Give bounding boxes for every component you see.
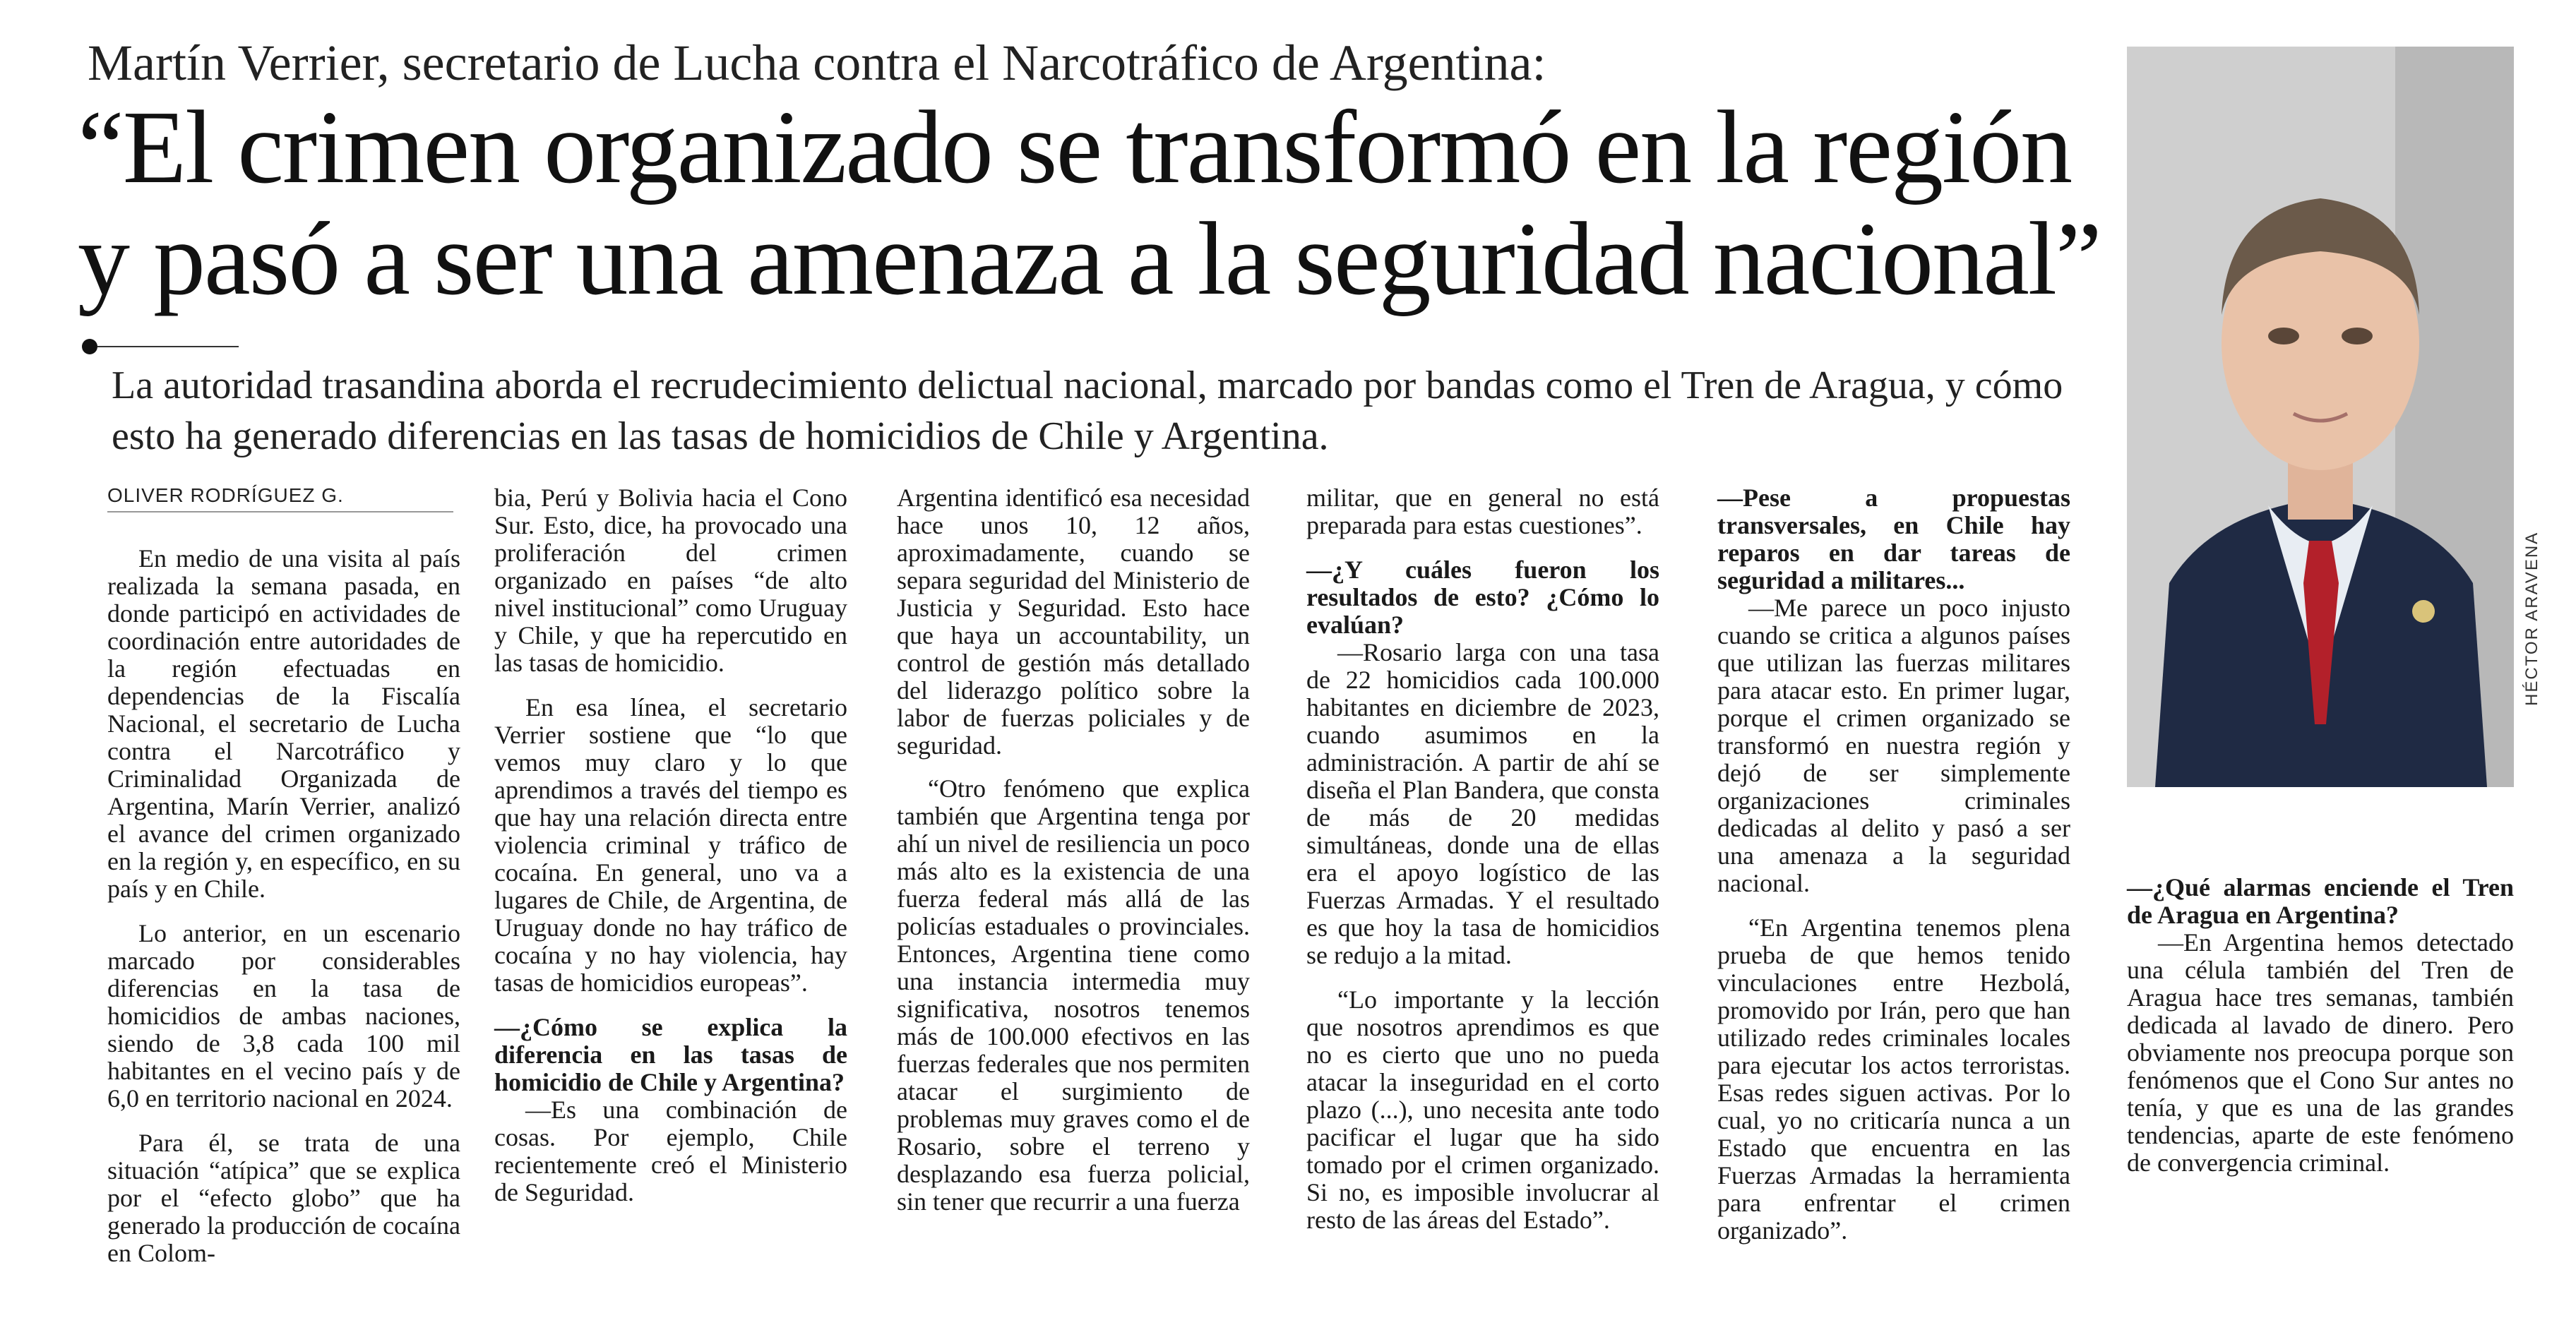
column-1 — [107, 545, 460, 1284]
section-dot — [82, 339, 97, 354]
paragraph: “Otro fenómeno que explica también que Argentina tenga por ahí un nivel de resiliencia un poco más alto es la existencia de una fuerza federal más allá de las policías estaduales o provinciales. Entonces, Argentina tiene como una instancia intermedia muy significativa, nosotros tenemos más de 100.000 efectivos en las fuerzas federales que nos permiten atacar el surgimiento de problemas muy graves como el de Rosario, sobre el terreno y desplazando esa fuerza policial, sin tener que recurrir a una fuerza — [897, 774, 1250, 1216]
column-4 — [1306, 484, 1659, 1251]
column-3 — [897, 484, 1250, 1233]
paragraph: —Me parece un poco injusto cuando se critica a algunos países que utilizan las fuerzas militares para atacar esto. En primer lugar, porque el crimen organizado se transformó en nuestra región y dejó de ser simplemente organizaciones criminales dedicadas al delito y pasó a ser una amenaza a la seguridad nacional. — [1717, 594, 2070, 897]
interview-question: —Pese a propuestas transversales, en Chile hay reparos en dar tareas de seguridad a militares... — [1717, 484, 2070, 594]
portrait-photo — [2127, 47, 2514, 787]
byline-rule — [107, 511, 453, 512]
paragraph: bia, Perú y Bolivia hacia el Cono Sur. Esto, dice, ha provocado una proliferación del crimen organizado en países “de alto nivel institucional” como Uruguay y Chile, y que ha repercutido en las tasas de homicidio. — [494, 484, 847, 677]
paragraph: Para él, se trata de una situación “atípica” que se explica por el “efecto globo” que ha generado la producción de cocaína en Colom- — [107, 1129, 460, 1267]
headline-line-1: “El crimen organizado se transformó en la región — [78, 90, 2072, 205]
column-5 — [1717, 484, 2070, 1261]
paragraph: “En Argentina tenemos plena prueba de que hemos tenido vinculaciones entre Hezbolá, promovido por Irán, pero que han utilizado redes criminales locales para ejecutar los actos terroristas. Esas redes siguen activas. Por lo cual, yo no criticaría nunca a un Estado que encuentra en las Fuerzas Armadas la herramienta para enfrentar el crimen organizado”. — [1717, 913, 2070, 1245]
deck: La autoridad trasandina aborda el recrudecimiento delictual nacional, marcado por bandas como el Tren de Aragua, y cómo esto ha generado diferencias en las tasas de homicidios de Chile y Argentina. — [112, 364, 2063, 458]
section-rule — [97, 346, 239, 347]
paragraph: Argentina identificó esa necesidad hace unos 10, 12 años, aproximadamente, cuando se separa seguridad del Ministerio de Justicia y Seguridad. Esto hace que haya un accountability, un control de gestión más detallado del liderazgo político sobre la labor de fuerzas policiales y de seguridad. — [897, 484, 1250, 760]
byline: OLIVER RODRÍGUEZ G. — [107, 484, 344, 506]
paragraph: —Rosario larga con una tasa de 22 homicidios cada 100.000 habitantes en diciembre de 2023, cuando asumimos en la administración. A partir de ahí se diseña el Plan Bandera, que consta de más de 20 medidas simultáneas, donde una de ellas era el apoyo logístico de las Fuerzas Armadas. Y el resultado es que hoy la tasa de homicidios se redujo a la mitad. — [1306, 638, 1659, 969]
paragraph: Lo anterior, en un escenario marcado por considerables diferencias en la tasa de homicidios de ambas naciones, siendo de 3,8 cada 100 mil habitantes en el vecino país y de 6,0 en territorio nacional en 2024. — [107, 919, 460, 1113]
paragraph: En esa línea, el secretario Verrier sostiene que “lo que vemos muy claro y lo que aprendimos a través del tiempo es que hay una relación directa entre violencia criminal y tráfico de cocaína. En general, uno va a lugares de Chile, de Argentina, de Uruguay donde no hay tráfico de cocaína y no hay violencia, hay tasas de homicidios europeas”. — [494, 693, 847, 997]
headline — [78, 92, 2125, 315]
portrait-illustration — [2127, 47, 2514, 787]
paragraph: En medio de una visita al país realizada la semana pasada, en donde participó en actividades de coordinación entre autoridades de la región efectuadas en dependencias de la Fiscalía Nacional, el secretario de Lucha contra el Narcotráfico y Criminalidad Organizada de Argentina, Marín Verrier, analizó el avance del crimen organizado en la región y, en específico, en su país y en Chile. — [107, 544, 460, 903]
headline-line-2: y pasó a ser una amenaza a la seguridad nacional” — [78, 201, 2101, 317]
column-2 — [494, 484, 847, 1223]
interview-question: —¿Y cuáles fueron los resultados de esto? ¿Cómo lo evalúan? — [1306, 556, 1659, 639]
photo-credit: HÉCTOR ARAVENA — [2522, 531, 2541, 706]
paragraph: —Es una combinación de cosas. Por ejemplo, Chile recientemente creó el Ministerio de Seguridad. — [494, 1096, 847, 1206]
paragraph: —En Argentina hemos detectado una célula también del Tren de Aragua hace tres semanas, también dedicada al lavado de dinero. Pero obviamente nos preocupa porque son fenómenos que el Cono Sur antes no tenía, y que es una de las grandes tendencias, aparte de este fenómeno de convergencia criminal. — [2127, 928, 2514, 1177]
paragraph: “Lo importante y la lección que nosotros aprendimos es que no es cierto que uno no pueda atacar la inseguridad en el corto plazo (...), uno necesita ante todo pacificar el lugar que ha sido tomado por el crimen organizado. Si no, es imposible involucrar al resto de las áreas del Estado”. — [1306, 985, 1659, 1234]
column-6 — [2127, 874, 2514, 1194]
interview-question: —¿Cómo se explica la diferencia en las tasas de homicidio de Chile y Argentina? — [494, 1013, 847, 1096]
kicker: Martín Verrier, secretario de Lucha contra el Narcotráfico de Argentina: — [88, 35, 1546, 91]
paragraph: militar, que en general no está preparada para estas cuestiones”. — [1306, 484, 1659, 539]
interview-question: —¿Qué alarmas enciende el Tren de Aragua en Argentina? — [2127, 873, 2514, 929]
